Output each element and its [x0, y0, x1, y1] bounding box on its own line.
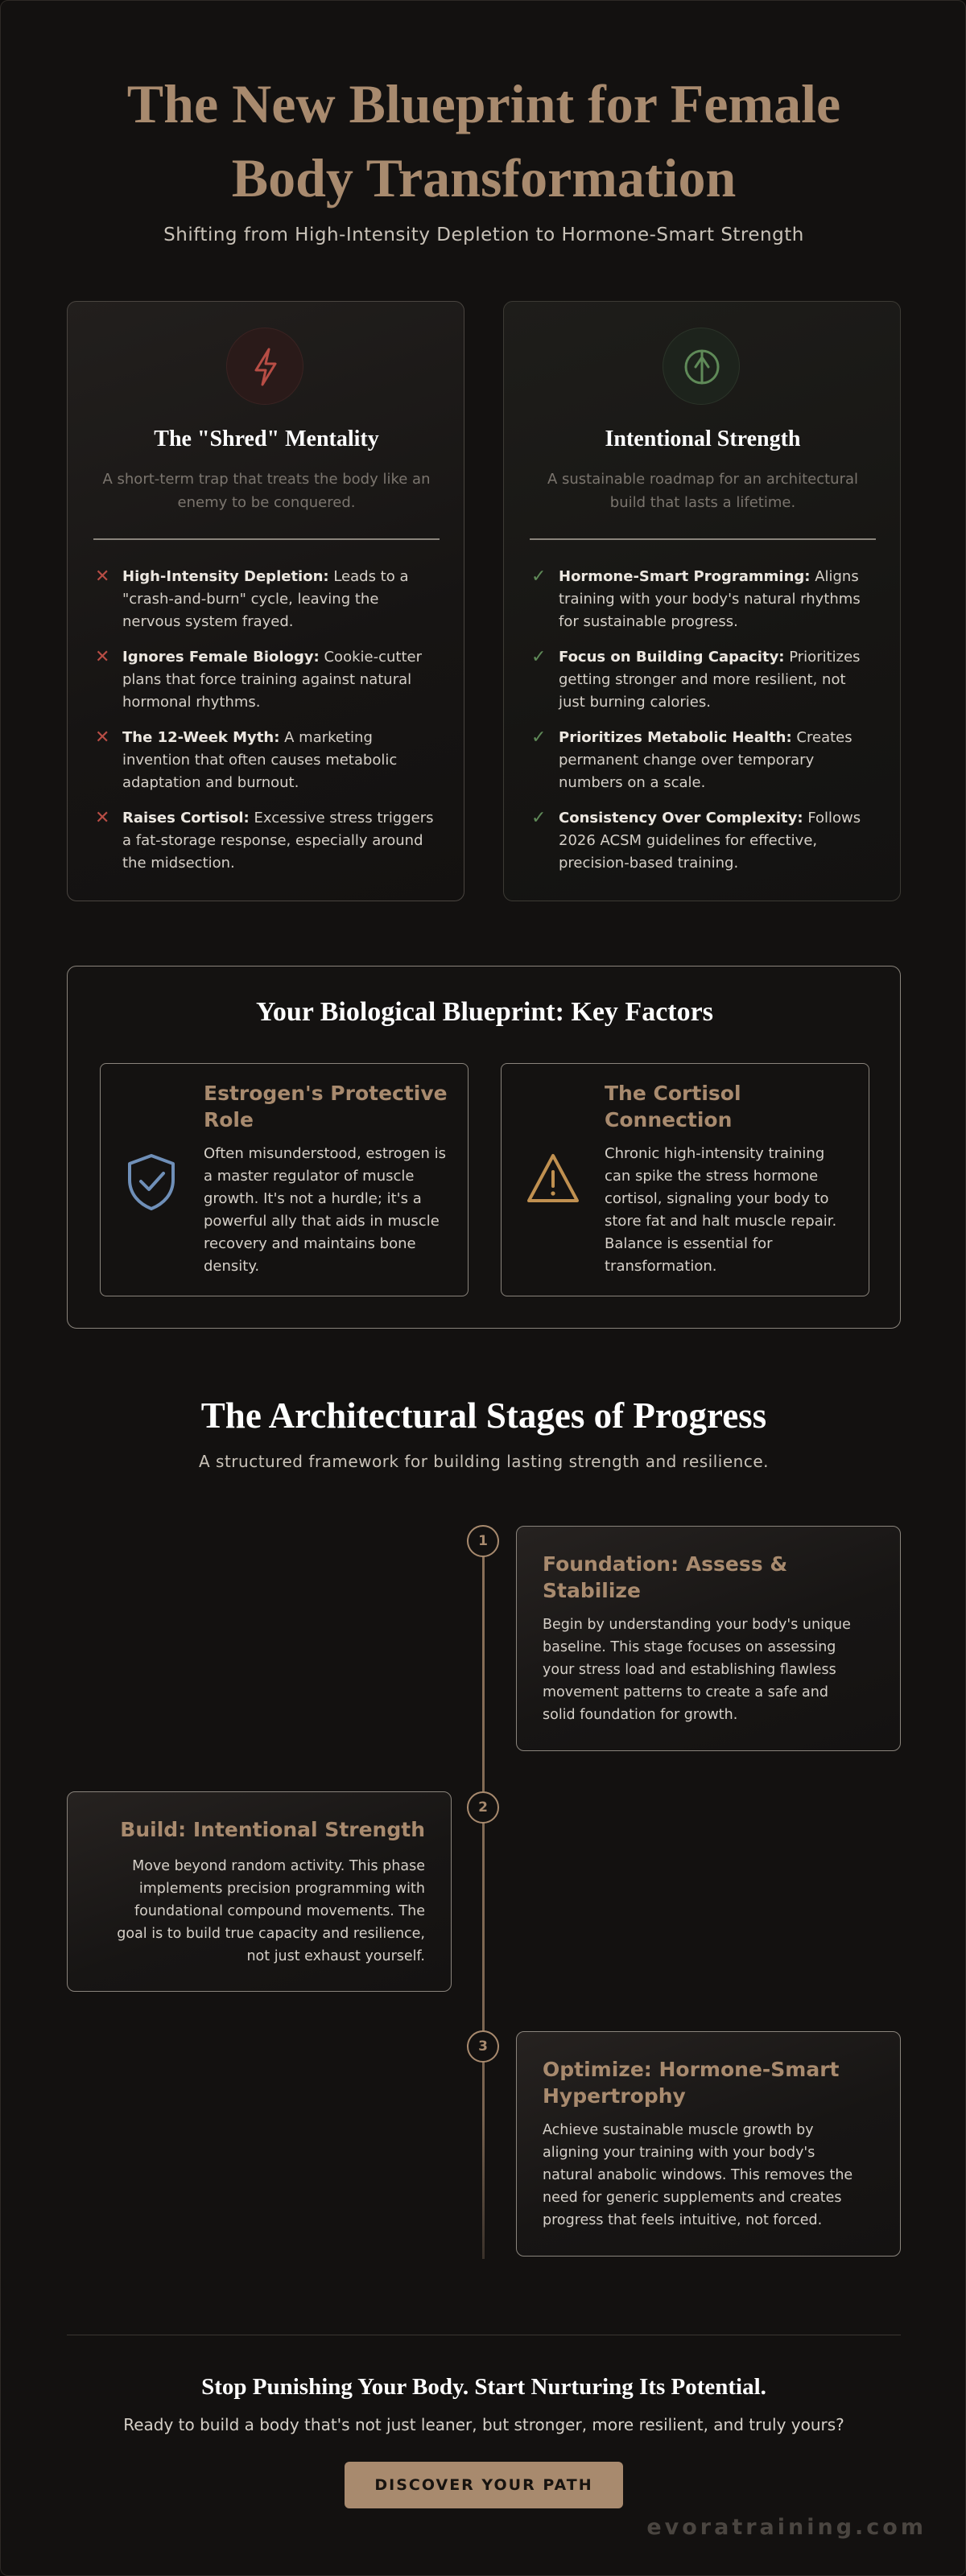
stage-title — [79, 1816, 425, 1843]
factor-text-line: powerful ally that aids in muscle — [204, 1213, 440, 1230]
stage-text-line: Move beyond random activity. This phase — [132, 1858, 425, 1874]
list-item-text — [559, 566, 884, 633]
item-text: Leads to a — [328, 568, 409, 585]
factor-text-line: Often misunderstood, estrogen is — [204, 1145, 446, 1162]
warning-triangle-icon — [524, 1151, 582, 1207]
item-text: Follows — [803, 810, 861, 826]
timeline-line — [482, 1538, 485, 2259]
factor-text-line: growth. It's not a hurdle; it's a — [204, 1190, 422, 1207]
item-bold-label: High-Intensity Depletion: — [122, 568, 329, 585]
biological-blueprint-section — [67, 966, 901, 1329]
stage-description — [71, 1855, 425, 1968]
factor-text-line: transformation. — [605, 1258, 717, 1275]
item-bold-label: Raises Cortisol: — [122, 810, 250, 826]
stages-title: The Architectural Stages of Progress — [200, 1395, 767, 1436]
item-text: the midsection. — [122, 855, 235, 872]
stage-text-line: your stress load and establishing flawless — [543, 1662, 836, 1678]
item-text: precision-based training. — [559, 855, 739, 872]
card-subtitle-line: enemy to be conquered. — [177, 494, 356, 511]
stage-text-line: progress that feels intuitive, not forced. — [543, 2212, 823, 2228]
item-text: just burning calories. — [559, 694, 711, 711]
stage-number-badge: 1 — [467, 1525, 499, 1557]
list-item-text — [559, 646, 884, 714]
card-subtitle — [84, 468, 449, 514]
page-title-line-2: Body Transformation — [231, 147, 737, 208]
stage-text-line: Begin by understanding your body's unique — [543, 1617, 851, 1633]
factor-text-line: density. — [204, 1258, 260, 1275]
lightning-bolt-icon — [226, 328, 303, 405]
card-subtitle — [520, 468, 886, 514]
stage-text-line: implements precision programming with — [138, 1881, 425, 1897]
shield-check-icon — [123, 1151, 180, 1212]
stage-card-optimize — [516, 2031, 901, 2257]
factor-description — [204, 1143, 461, 1278]
stage-description — [543, 2119, 889, 2232]
stage-card-foundation — [516, 1526, 901, 1751]
cortisol-factor-card — [501, 1063, 869, 1296]
check-mark-icon: ✓ — [531, 567, 547, 587]
card-divider — [93, 538, 440, 540]
stage-card-build — [67, 1791, 452, 1992]
item-text: adaptation and burnout. — [122, 774, 299, 791]
stage-number-badge: 3 — [467, 2030, 499, 2063]
card-subtitle-line: A short-term trap that treats the body like an — [102, 471, 431, 488]
estrogen-factor-card — [100, 1063, 469, 1296]
item-text: numbers on a scale. — [559, 774, 706, 791]
x-mark-icon: ✕ — [95, 808, 110, 828]
factor-text-line: store fat and halt muscle repair. — [605, 1213, 837, 1230]
stage-title-line: Foundation: Assess & — [543, 1552, 788, 1576]
item-bold-label: Hormone-Smart Programming: — [559, 568, 811, 585]
item-text: Aligns — [810, 568, 859, 585]
card-divider — [530, 538, 876, 540]
factor-title-line: Role — [204, 1108, 254, 1131]
page-title-line-1: The New Blueprint for Female — [126, 73, 841, 134]
stage-title — [543, 1551, 881, 1604]
x-mark-icon: ✕ — [95, 647, 110, 667]
factor-text-line: a master regulator of muscle — [204, 1168, 415, 1185]
list-item-text — [559, 807, 884, 875]
item-text: Cookie-cutter — [319, 649, 422, 666]
item-text: a fat-storage response, especially around — [122, 832, 423, 849]
item-text: Prioritizes — [784, 649, 861, 666]
item-text: plans that force training against natural — [122, 671, 412, 688]
item-text: training with your body's natural rhythms — [559, 591, 861, 608]
stage-title-line: Optimize: Hormone-Smart — [543, 2058, 840, 2081]
stage-text-line: movement patterns to create a safe and — [543, 1684, 828, 1700]
check-mark-icon: ✓ — [531, 647, 547, 667]
stage-text-line: natural anabolic windows. This removes the — [543, 2167, 853, 2183]
stage-text-line: solid foundation for growth. — [543, 1707, 738, 1723]
factor-title-line: Connection — [605, 1108, 733, 1131]
factor-description — [605, 1143, 862, 1278]
intentional-strength-card — [503, 301, 901, 901]
stage-title-line: Stabilize — [543, 1579, 641, 1602]
list-item-text — [122, 807, 448, 875]
stage-text-line: foundational compound movements. The — [134, 1903, 425, 1919]
item-text: Creates — [791, 729, 852, 746]
item-text: "crash-and-burn" cycle, leaving the — [122, 591, 379, 608]
stages-subtitle: A structured framework for building lasting strength and resilience. — [199, 1452, 769, 1471]
compass-icon — [663, 328, 740, 405]
stage-text-line: Achieve sustainable muscle growth by — [543, 2122, 814, 2138]
factor-text-line: recovery and maintains bone — [204, 1235, 416, 1252]
factor-text-line: can spike the stress hormone — [605, 1168, 819, 1185]
item-text: nervous system frayed. — [122, 613, 294, 630]
factor-text-line: Chronic high-intensity training — [605, 1145, 825, 1162]
stage-title — [543, 2056, 881, 2109]
item-text: for sustainable progress. — [559, 613, 738, 630]
factor-text-line: cortisol, signaling your body to — [605, 1190, 829, 1207]
list-item-text — [122, 566, 448, 633]
stage-text-line: not just exhaust yourself. — [246, 1948, 425, 1964]
item-text: Excessive stress triggers — [249, 810, 434, 826]
item-bold-label: Focus on Building Capacity: — [559, 649, 785, 666]
item-bold-label: The 12-Week Myth: — [122, 729, 280, 746]
stage-text-line: baseline. This stage focuses on assessing — [543, 1639, 836, 1655]
stage-text-line: need for generic supplements and creates — [543, 2190, 842, 2206]
factor-title-line: The Cortisol — [605, 1082, 741, 1105]
item-text: invention that often causes metabolic — [122, 752, 398, 769]
x-mark-icon: ✕ — [95, 727, 110, 748]
factor-title-line: Estrogen's Protective — [204, 1082, 448, 1105]
discover-your-path-button[interactable]: DISCOVER YOUR PATH — [345, 2462, 623, 2508]
item-text: permanent change over temporary — [559, 752, 815, 769]
brand-watermark: evoratraining.com — [646, 2515, 927, 2540]
check-mark-icon: ✓ — [531, 727, 547, 748]
item-text: A marketing — [279, 729, 373, 746]
card-subtitle-line: A sustainable roadmap for an architectural — [547, 471, 859, 488]
stage-title-line: Build: Intentional Strength — [120, 1818, 425, 1841]
item-bold-label: Consistency Over Complexity: — [559, 810, 803, 826]
list-item-text — [122, 727, 448, 794]
stage-text-line: aligning your training with your body's — [543, 2145, 815, 2161]
stage-text-line: goal is to build true capacity and resilience, — [117, 1926, 425, 1942]
stage-description — [543, 1614, 889, 1726]
section-title: Your Biological Blueprint: Key Factors — [256, 997, 713, 1027]
cta-subtitle: Ready to build a body that's not just leaner, but stronger, more resilient, and truly yours? — [123, 2415, 844, 2434]
page-title — [49, 67, 919, 215]
x-mark-icon: ✕ — [95, 567, 110, 587]
item-bold-label: Ignores Female Biology: — [122, 649, 320, 666]
stage-number-badge: 2 — [467, 1791, 499, 1824]
stage-title-line: Hypertrophy — [543, 2084, 686, 2108]
item-bold-label: Prioritizes Metabolic Health: — [559, 729, 792, 746]
card-subtitle-line: build that lasts a lifetime. — [609, 494, 796, 511]
shred-mentality-card — [67, 301, 464, 901]
factor-title — [204, 1080, 453, 1133]
factor-text-line: Balance is essential for — [605, 1235, 773, 1252]
list-item-text — [559, 727, 884, 794]
factor-title — [605, 1080, 854, 1133]
item-text: getting stronger and more resilient, not — [559, 671, 846, 688]
card-title: The "Shred" Mentality — [154, 427, 379, 451]
check-mark-icon: ✓ — [531, 808, 547, 828]
cta-title: Stop Punishing Your Body. Start Nurturing Its Potential. — [201, 2374, 766, 2400]
item-text: hormonal rhythms. — [122, 694, 261, 711]
card-title: Intentional Strength — [605, 427, 801, 451]
list-item-text — [122, 646, 448, 714]
item-text: 2026 ACSM guidelines for effective, — [559, 832, 818, 849]
page-subtitle: Shifting from High-Intensity Depletion to Hormone-Smart Strength — [163, 225, 804, 245]
